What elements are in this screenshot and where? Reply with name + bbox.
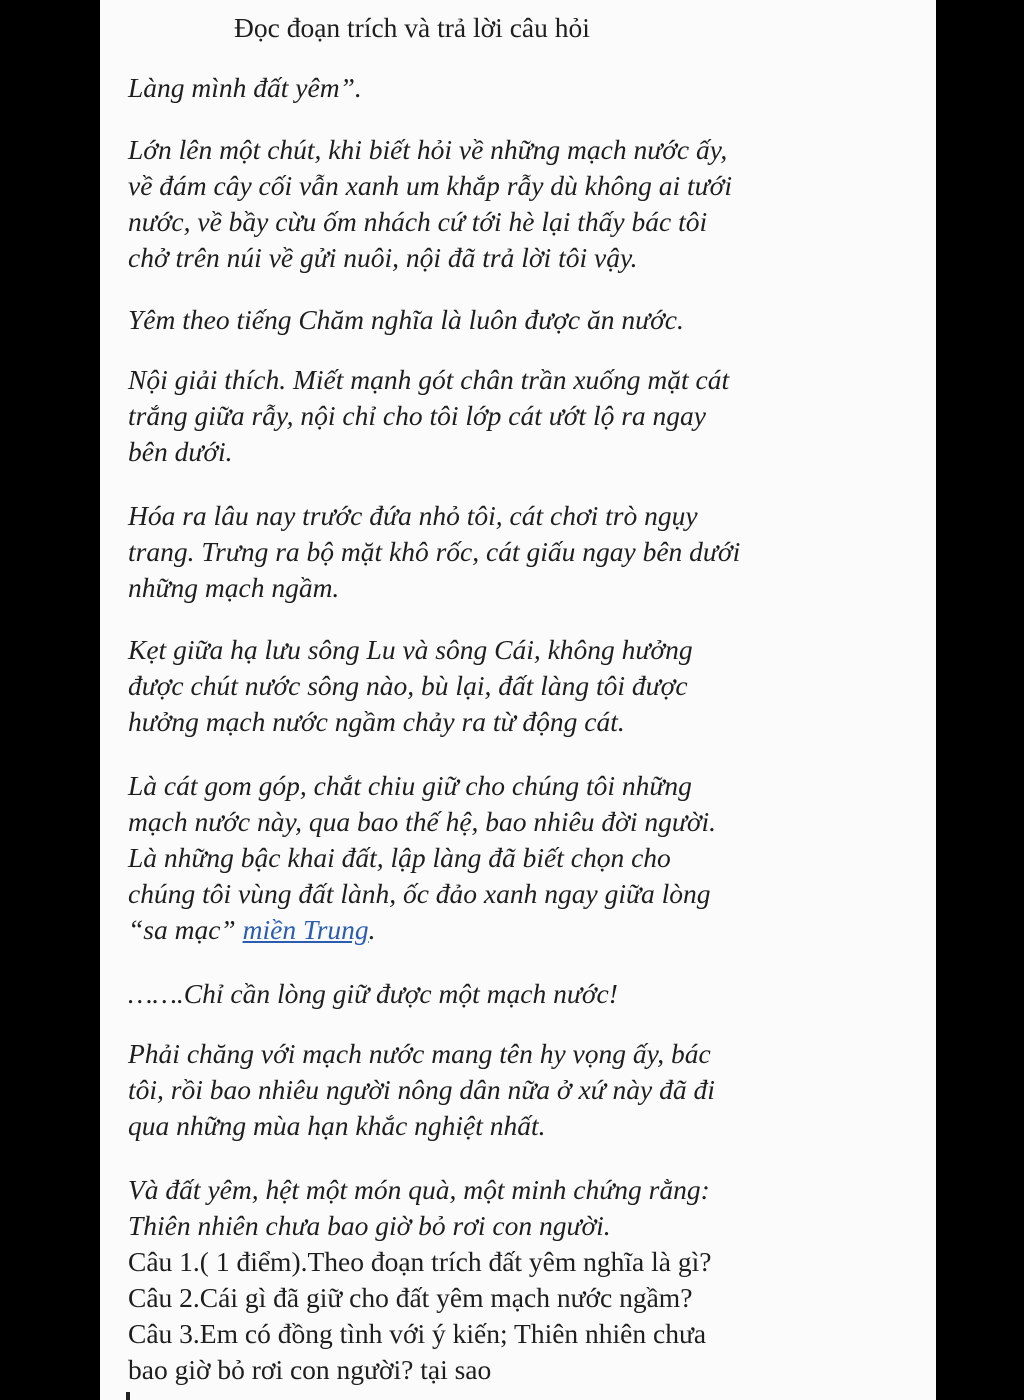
paragraph-line: Lớn lên một chút, khi biết hỏi về những mạch nước ấy, (128, 134, 728, 165)
paragraph-text: “sa mạc” (128, 914, 243, 945)
paragraph (128, 976, 928, 1012)
paragraph-line: Kẹt giữa hạ lưu sông Lu và sông Cái, không hưởng (128, 634, 693, 665)
question-3-continued: bao giờ bỏ rơi con người? tại sao (128, 1354, 492, 1385)
paragraph (128, 498, 928, 606)
paragraph (128, 132, 928, 276)
paragraph-line: Là cát gom góp, chắt chiu giữ cho chúng tôi những (128, 770, 692, 801)
paragraph-line: những mạch ngầm. (128, 572, 340, 603)
paragraph-line: Yêm theo tiếng Chăm nghĩa là luôn được ăn nước. (128, 304, 684, 335)
paragraph-line: về đám cây cối vẫn xanh um khắp rẫy dù không ai tưới (128, 170, 732, 201)
paragraph (128, 362, 928, 470)
question-1: Câu 1.( 1 điểm).Theo đoạn trích đất yêm nghĩa là gì? (128, 1246, 712, 1277)
paragraph (128, 632, 928, 740)
question-2: Câu 2.Cái gì đã giữ cho đất yêm mạch nước ngầm? (128, 1282, 693, 1313)
page-title: Đọc đoạn trích và trả lời câu hỏi (234, 12, 590, 43)
paragraph-line: Làng mình đất yêm”. (128, 72, 362, 103)
paragraph (128, 1172, 928, 1244)
paragraph-line: …….Chỉ cần lòng giữ được một mạch nước! (128, 978, 618, 1009)
paragraph-line: bên dưới. (128, 436, 233, 467)
mien-trung-link[interactable]: miền Trung (242, 914, 369, 945)
paragraph (128, 302, 928, 338)
paragraph-line (128, 912, 928, 948)
question-list (128, 1244, 928, 1388)
paragraph-line: Thiên nhiên chưa bao giờ bỏ rơi con người. (128, 1210, 611, 1241)
paragraph-line: chở trên núi về gửi nuôi, nội đã trả lời tôi vậy. (128, 242, 638, 273)
paragraph-line: Và đất yêm, hệt một món quà, một minh chứng rằng: (128, 1174, 710, 1205)
paragraph-line: nước, về bầy cừu ốm nhách cứ tới hè lại thấy bác tôi (128, 206, 708, 237)
paragraph-line: mạch nước này, qua bao thế hệ, bao nhiêu đời người. (128, 806, 717, 837)
paragraph-line: Phải chăng với mạch nước mang tên hy vọng ấy, bác (128, 1038, 711, 1069)
paragraph-text: . (368, 914, 376, 945)
paragraph (128, 70, 928, 106)
paragraph-line: Là những bậc khai đất, lập làng đã biết chọn cho (128, 842, 671, 873)
paragraph-line: hưởng mạch nước ngầm chảy ra từ động cát. (128, 706, 625, 737)
paragraph-line: chúng tôi vùng đất lành, ốc đảo xanh ngay giữa lòng (128, 878, 711, 909)
question-3: Câu 3.Em có đồng tình với ý kiến; Thiên nhiên chưa (128, 1318, 707, 1349)
paragraph-line: tôi, rồi bao nhiêu người nông dân nữa ở xứ này đã đi (128, 1074, 715, 1105)
paragraph-line: trang. Trưng ra bộ mặt khô rốc, cát giấu ngay bên dưới (128, 536, 741, 567)
paragraph-line: Nội giải thích. Miết mạnh gót chân trần xuống mặt cát (128, 364, 730, 395)
paragraph-line: được chút nước sông nào, bù lại, đất làng tôi được (128, 670, 688, 701)
paragraph-line: Hóa ra lâu nay trước đứa nhỏ tôi, cát chơi trò ngụy (128, 500, 698, 531)
paragraph-line: qua những mùa hạn khắc nghiệt nhất. (128, 1110, 546, 1141)
document-page (100, 0, 936, 1400)
paragraph (128, 768, 928, 948)
page-edge-mark (126, 1392, 130, 1400)
paragraph (128, 1036, 928, 1144)
paragraph-line: trắng giữa rẫy, nội chỉ cho tôi lớp cát ướt lộ ra ngay (128, 400, 706, 431)
